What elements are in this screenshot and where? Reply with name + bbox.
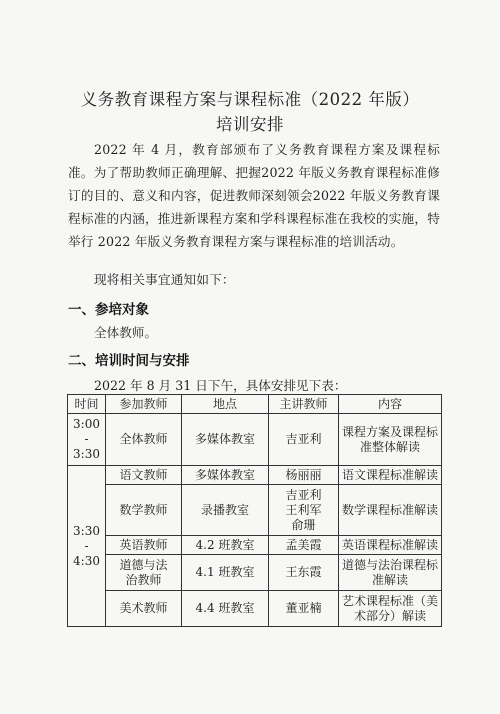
time-start: 3:00 (73, 417, 100, 431)
table-row (68, 466, 442, 485)
cell-place: 4.4 班教室 (182, 591, 269, 627)
header-teachers: 参加教师 (106, 395, 182, 414)
cell-teachers: 美术教师 (106, 591, 182, 627)
cell-teachers: 数学教师 (106, 485, 182, 536)
time-end: 4:30 (73, 553, 100, 568)
cell-teachers: 全体教师 (106, 414, 182, 466)
cell-content: 道德与法治课程标准解读 (339, 555, 442, 591)
table-header-row (68, 395, 442, 414)
participants-text: 全体教师。 (94, 325, 157, 340)
cell-speaker: 王东霞 (269, 555, 339, 591)
cell-content: 语文课程标准解读 (339, 466, 442, 485)
cell-content: 课程方案及课程标准整体解读 (339, 414, 442, 466)
cell-place: 4.1 班教室 (182, 555, 269, 591)
document-title: 义务教育课程方案与课程标准（2022 年版） (80, 90, 420, 109)
time-slot-2 (68, 466, 106, 627)
schedule-intro-text: 2022 年 8 月 31 日下午，具体安排见下表： (94, 378, 347, 393)
cell-place: 录播教室 (182, 485, 269, 536)
notice-paragraph: 现将相关事宜通知如下： (94, 272, 235, 287)
time-slot-1 (68, 414, 106, 466)
schedule-table (67, 394, 442, 627)
table-row (68, 414, 442, 466)
header-speaker: 主讲教师 (269, 395, 339, 414)
document-subtitle: 培训安排 (216, 115, 284, 134)
cell-speaker: 吉亚利 (269, 414, 339, 466)
cell-content: 数学课程标准解读 (339, 485, 442, 536)
header-content: 内容 (339, 395, 442, 414)
cell-speaker: 杨丽丽 (269, 466, 339, 485)
table-row (68, 555, 442, 591)
cell-teachers: 道德与法治教师 (106, 555, 182, 591)
intro-paragraph: 2022 年 4 月，教育部颁布了义务教育课程方案及课程标准。为了帮助教师正确理解、把握2022 年版义务教育课程标准修订的目的、意义和内容，促进教师深刻领会2022 年版义务教育课程标准的内涵，推进新课程方案和学科课程标准在我校的实施，特举行 2022 年版义务教育课程方案与课程标准的培训活动。 (68, 142, 440, 249)
section-heading-schedule: 二、培训时间与安排 (68, 353, 190, 369)
cell-teachers: 语文教师 (106, 466, 182, 485)
section-heading-participants: 一、参培对象 (68, 302, 149, 318)
cell-content: 英语课程标准解读 (339, 536, 442, 555)
cell-place: 多媒体教室 (182, 466, 269, 485)
time-start: 3:30 (73, 523, 100, 538)
time-end: 3:30 (73, 447, 100, 461)
cell-speaker: 董亚楠 (269, 591, 339, 627)
table-row (68, 536, 442, 555)
cell-content: 艺术课程标准（美术部分）解读 (339, 591, 442, 627)
cell-place: 多媒体教室 (182, 414, 269, 466)
table-row (68, 591, 442, 627)
time-dash: - (84, 432, 89, 446)
cell-teachers: 英语教师 (106, 536, 182, 555)
header-place: 地点 (182, 395, 269, 414)
cell-place: 4.2 班教室 (182, 536, 269, 555)
header-time: 时间 (68, 395, 106, 414)
cell-speaker: 孟美霞 (269, 536, 339, 555)
cell-speaker: 吉亚利 王利军 俞珊 (269, 485, 339, 536)
time-dash: - (84, 538, 89, 553)
table-row (68, 485, 442, 536)
